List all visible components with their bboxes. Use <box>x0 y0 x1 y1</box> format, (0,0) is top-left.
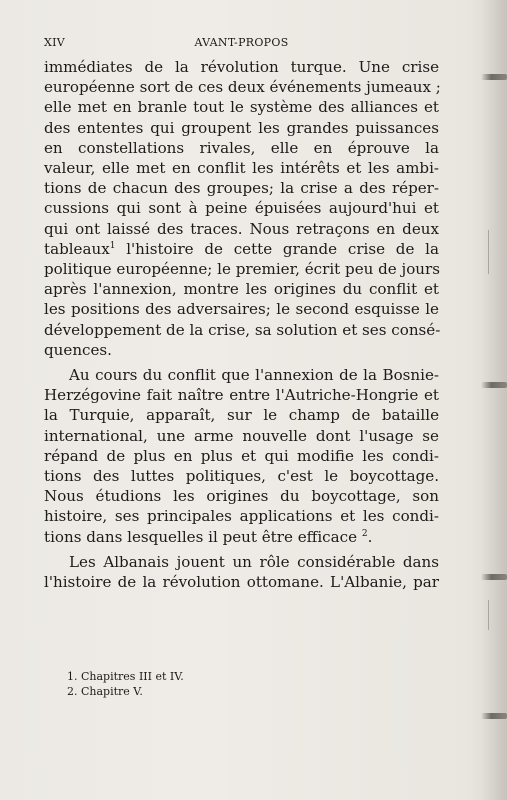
text-line: les positions des adversaires; le second esquisse le <box>44 300 439 319</box>
body-text <box>44 57 439 592</box>
text-fragment: tableaux <box>44 239 110 258</box>
running-title: AVANT-PROPOS <box>194 36 289 49</box>
text-line: international, une arme nouvelle dont l'usage se <box>44 426 439 445</box>
text-fragment: . <box>367 527 373 546</box>
text-line: l'histoire de la révolution ottomane. L'Albanie, par <box>44 573 439 592</box>
text-line: tions de chacun des groupes; la crise a des réper- <box>44 179 439 198</box>
page-edge-line <box>488 600 489 630</box>
text-line: Herzégovine fait naître entre l'Autriche-Hongrie et <box>44 386 439 405</box>
page-edge-line <box>488 230 489 274</box>
text-line: elle met en branle tout le système des alliances et <box>44 98 439 117</box>
text-line: en constellations rivales, elle en éprouve la <box>44 138 439 157</box>
page-edge-tab <box>481 74 507 80</box>
footnote-ref-2: 2 <box>361 528 368 539</box>
footnote-1: 1. Chapitres III et IV. <box>67 670 184 683</box>
footnote-2: 2. Chapitre V. <box>67 685 143 698</box>
text-line <box>44 527 439 547</box>
text-fragment: l'histoire de cette grande crise de la <box>115 239 439 258</box>
text-line: politique européenne; le premier, écrit peu de jours <box>44 260 440 279</box>
text-line: après l'annexion, montre les origines du conflit et <box>44 280 439 299</box>
text-line: Au cours du conflit que l'annexion de la Bosnie- <box>69 366 439 385</box>
text-line: Nous étudions les origines du boycottage, son <box>44 487 439 506</box>
footnote-ref-1: 1 <box>109 240 116 251</box>
text-line: la Turquie, apparaît, sur le champ de bataille <box>44 406 439 425</box>
footnotes <box>67 669 184 699</box>
text-fragment: tions dans lesquelles il peut être efficace <box>44 527 358 546</box>
text-line: qui ont laissé des traces. Nous retraçons en deux <box>44 219 439 238</box>
text-line: Les Albanais jouent un rôle considérable dans <box>69 552 439 571</box>
text-line: valeur, elle met en conflit les intérêts et les ambi- <box>44 159 439 178</box>
text-line: développement de la crise, sa solution et ses consé- <box>44 320 441 339</box>
text-line: immédiates de la révolution turque. Une crise <box>44 58 439 76</box>
text-line: cussions qui sont à peine épuisées aujourd'hui et <box>44 199 439 218</box>
page-number: XIV <box>44 36 66 49</box>
text-line: européenne sort de ces deux événements jumeaux ; <box>44 78 441 97</box>
text-line: histoire, ses principales applications et les condi- <box>44 507 439 526</box>
page-edge-tab <box>481 382 507 388</box>
page-edge-tab <box>481 713 507 719</box>
page-edge-shadow <box>481 0 507 800</box>
text-line: des ententes qui groupent les grandes puissances <box>44 118 439 137</box>
text-line: tions des luttes politiques, c'est le boycottage. <box>44 467 439 486</box>
page-edge-tab <box>481 574 507 580</box>
text-line <box>44 239 439 259</box>
text-line: quences. <box>44 340 112 359</box>
text-line: répand de plus en plus et qui modifie les condi- <box>44 446 439 465</box>
